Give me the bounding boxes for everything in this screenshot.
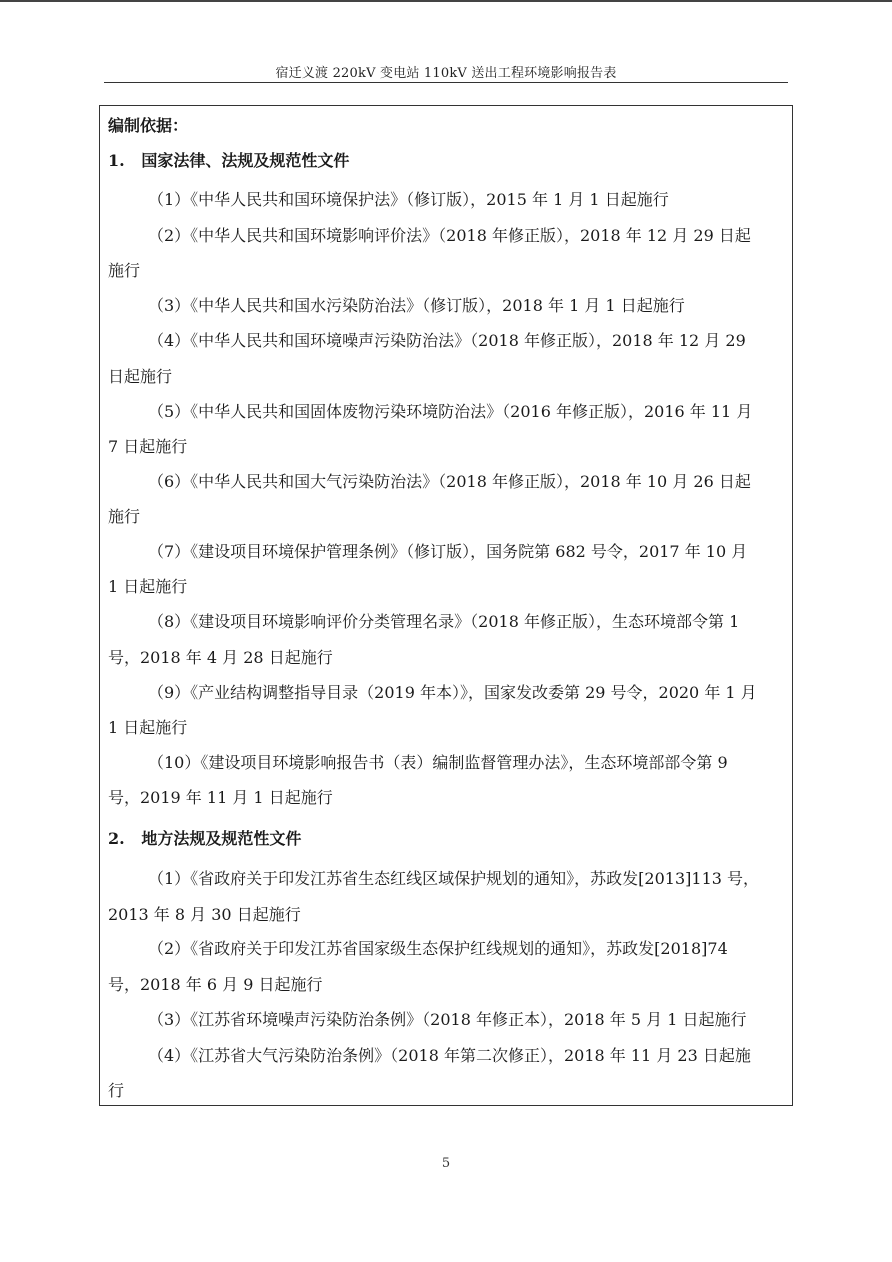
page-number: 5: [441, 1156, 451, 1171]
list-item-continuation: 施行: [108, 261, 141, 280]
list-item: （5）《中华人民共和国固体废物污染环境防治法》（2016 年修正版），2016 年 11 月: [148, 402, 753, 421]
list-item: （4）《中华人民共和国环境噪声污染防治法》（2018 年修正版），2018 年 12 月 29: [148, 331, 746, 350]
list-item-continuation: 号，2019 年 11 月 1 日起施行: [108, 788, 333, 807]
list-item-continuation: 行: [108, 1081, 125, 1100]
list-item-continuation: 号，2018 年 6 月 9 日起施行: [108, 975, 323, 994]
list-item: （2）《省政府关于印发江苏省国家级生态保护红线规划的通知》，苏政发[2018]74: [148, 939, 728, 958]
list-item-continuation: 7 日起施行: [108, 437, 188, 456]
list-item: （6）《中华人民共和国大气污染防治法》（2018 年修正版），2018 年 10 月 26 日起: [148, 472, 751, 491]
header-title: 宿迁义渡 220kV 变电站 110kV 送出工程环境影响报告表: [275, 66, 617, 81]
list-item: （3）《江苏省环境噪声污染防治条例》（2018 年修正本），2018 年 5 月 1 日起施行: [148, 1010, 747, 1029]
basis-heading: 编制依据：: [108, 116, 189, 135]
list-item-continuation: 施行: [108, 507, 141, 526]
list-item: （1）《中华人民共和国环境保护法》（修订版），2015 年 1 月 1 日起施行: [148, 190, 669, 209]
list-item: （9）《产业结构调整指导目录（2019 年本）》，国家发改委第 29 号令，2020 年 1 月: [148, 683, 757, 702]
list-item: （1）《省政府关于印发江苏省生态红线区域保护规划的通知》，苏政发[2013]113 号，: [148, 869, 760, 888]
list-item: （3）《中华人民共和国水污染防治法》（修订版），2018 年 1 月 1 日起施行: [148, 296, 685, 315]
list-item-continuation: 1 日起施行: [108, 718, 188, 737]
list-item-continuation: 2013 年 8 月 30 日起施行: [108, 905, 301, 924]
section-heading: 2. 地方法规及规范性文件: [108, 829, 302, 848]
list-item: （7）《建设项目环境保护管理条例》（修订版），国务院第 682 号令，2017 年 10 月: [148, 542, 748, 561]
list-item: （10）《建设项目环境影响报告书（表）编制监督管理办法》，生态环境部部令第 9: [148, 753, 728, 772]
list-item: （8）《建设项目环境影响评价分类管理名录》（2018 年修正版），生态环境部令第 1: [148, 612, 740, 631]
list-item-continuation: 1 日起施行: [108, 577, 188, 596]
list-item: （2）《中华人民共和国环境影响评价法》（2018 年修正版），2018 年 12 月 29 日起: [148, 226, 751, 245]
page-top-border: [0, 0, 892, 2]
section-heading: 1. 国家法律、法规及规范性文件: [108, 151, 350, 170]
list-item-continuation: 日起施行: [108, 367, 173, 386]
list-item: （4）《江苏省大气污染防治条例》（2018 年第二次修正），2018 年 11 月 23 日起施: [148, 1046, 751, 1065]
list-item-continuation: 号，2018 年 4 月 28 日起施行: [108, 648, 333, 667]
header-rule: [104, 82, 788, 83]
